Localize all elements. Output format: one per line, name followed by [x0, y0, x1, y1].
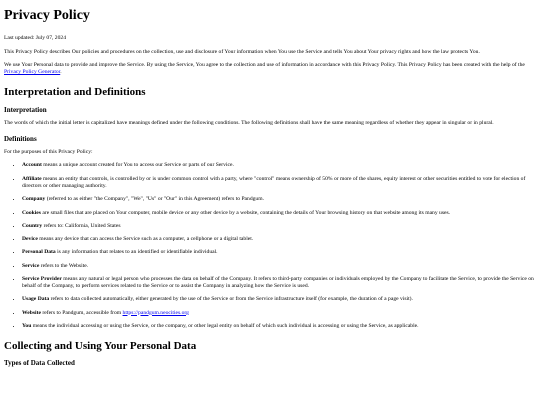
definition-text: means a unique account created for You to access our Service or parts of our Service.: [41, 162, 234, 169]
interpretation-heading: Interpretation: [4, 105, 47, 114]
definition-term: Country: [22, 222, 43, 229]
definition-text: are small files that are placed on Your computer, mobile device or any other device by a website, containing the details of Your browsing history on that website among its many uses.: [40, 209, 451, 216]
definition-text: refers to the Website.: [39, 262, 89, 269]
definition-term: Service: [22, 262, 40, 269]
definition-text: means the individual accessing or using the Service, or the company, or other legal entity on behalf of which such individual is accessing or using the Service, as applicable.: [31, 322, 419, 329]
interpretation-definitions-heading: Interpretation and Definitions: [4, 86, 146, 99]
definition-text: means any natural or legal person who processes the data on behalf of the Company. It refers to third-party companies or individuals employed by the Company to facilitate the Service, to provide the Service on behalf of the Company, to perform services related to the Service or to assist the Company in analyzing how the Service is used.: [22, 275, 534, 290]
definition-text: refers to: California, United States: [42, 222, 121, 229]
definitions-heading: Definitions: [4, 134, 37, 143]
last-updated: Last updated: July 07, 2024: [4, 35, 66, 42]
definition-term: Service Provider: [22, 275, 62, 282]
definition-item-account: [22, 162, 536, 169]
page-title: Privacy Policy: [4, 8, 90, 23]
definition-item-website: [22, 310, 536, 317]
definition-text: (referred to as either "the Company", "We", "Us" or "Our" in this Agreement) refers to Pandgum.: [45, 196, 264, 203]
definition-item-affiliate: [22, 176, 536, 191]
interpretation-text: The words of which the initial letter is capitalized have meanings defined under the following conditions. The following definitions shall have the same meaning regardless of whether they appear in singular or in plural.: [4, 120, 494, 127]
definition-term: Personal Data: [22, 249, 56, 256]
definition-term: Website: [22, 309, 41, 316]
definition-term: Cookies: [22, 209, 41, 216]
intro-paragraph-2: [4, 62, 536, 77]
definition-item-device: [22, 236, 536, 243]
definition-term: Device: [22, 236, 38, 243]
definition-text: is any information that relates to an identified or identifiable individual.: [55, 249, 218, 256]
definition-text: means an entity that controls, is controlled by or is under common control with a party, where "control" means ownership of 50% or more of the shares, equity interest or other securities entitled to vote for election of directors or other managing authority.: [22, 175, 526, 189]
definition-item-service: [22, 263, 536, 270]
types-of-data-heading: Types of Data Collected: [4, 359, 75, 368]
definition-item-cookies: [22, 210, 536, 217]
definition-term: Affiliate: [22, 175, 42, 182]
definition-term: Account: [22, 162, 42, 169]
definition-text: refers to Pandgum, accessible from: [40, 309, 123, 316]
intro-paragraph-2-end: .: [60, 69, 62, 76]
definition-item-company: [22, 196, 536, 203]
intro-paragraph-2-text: We use Your Personal data to provide and improve the Service. By using the Service, You agree to the collection and use of information in accordance with this Privacy Policy. This Privacy Policy has been created with the help of the: [4, 61, 525, 68]
definition-text: refers to data collected automatically, either generated by the use of the Service or from the Service infrastructure itself (for example, the duration of a page visit).: [49, 296, 413, 303]
website-link[interactable]: https://pandgum.neocities.org: [122, 309, 189, 316]
definition-item-country: [22, 223, 536, 230]
definition-item-service-provider: [22, 276, 536, 291]
intro-paragraph-1: This Privacy Policy describes Our policies and procedures on the collection, use and disclosure of Your information when You use the Service and tells You about Your privacy rights and how the law protects You.: [4, 48, 480, 55]
definition-item-personal-data: [22, 249, 536, 256]
collecting-heading: Collecting and Using Your Personal Data: [4, 340, 197, 353]
privacy-policy-generator-link[interactable]: Privacy Policy Generator: [4, 69, 61, 76]
definition-term: Company: [22, 196, 46, 203]
definition-term: Usage Data: [22, 296, 50, 303]
definition-text: means any device that can access the Service such as a computer, a cellphone or a digital tablet.: [37, 236, 254, 243]
definition-item-usage-data: [22, 296, 536, 303]
definition-item-you: [22, 323, 536, 330]
definition-term: You: [22, 322, 32, 329]
definitions-list: [4, 162, 536, 330]
definitions-intro: For the purposes of this Privacy Policy:: [4, 149, 93, 156]
